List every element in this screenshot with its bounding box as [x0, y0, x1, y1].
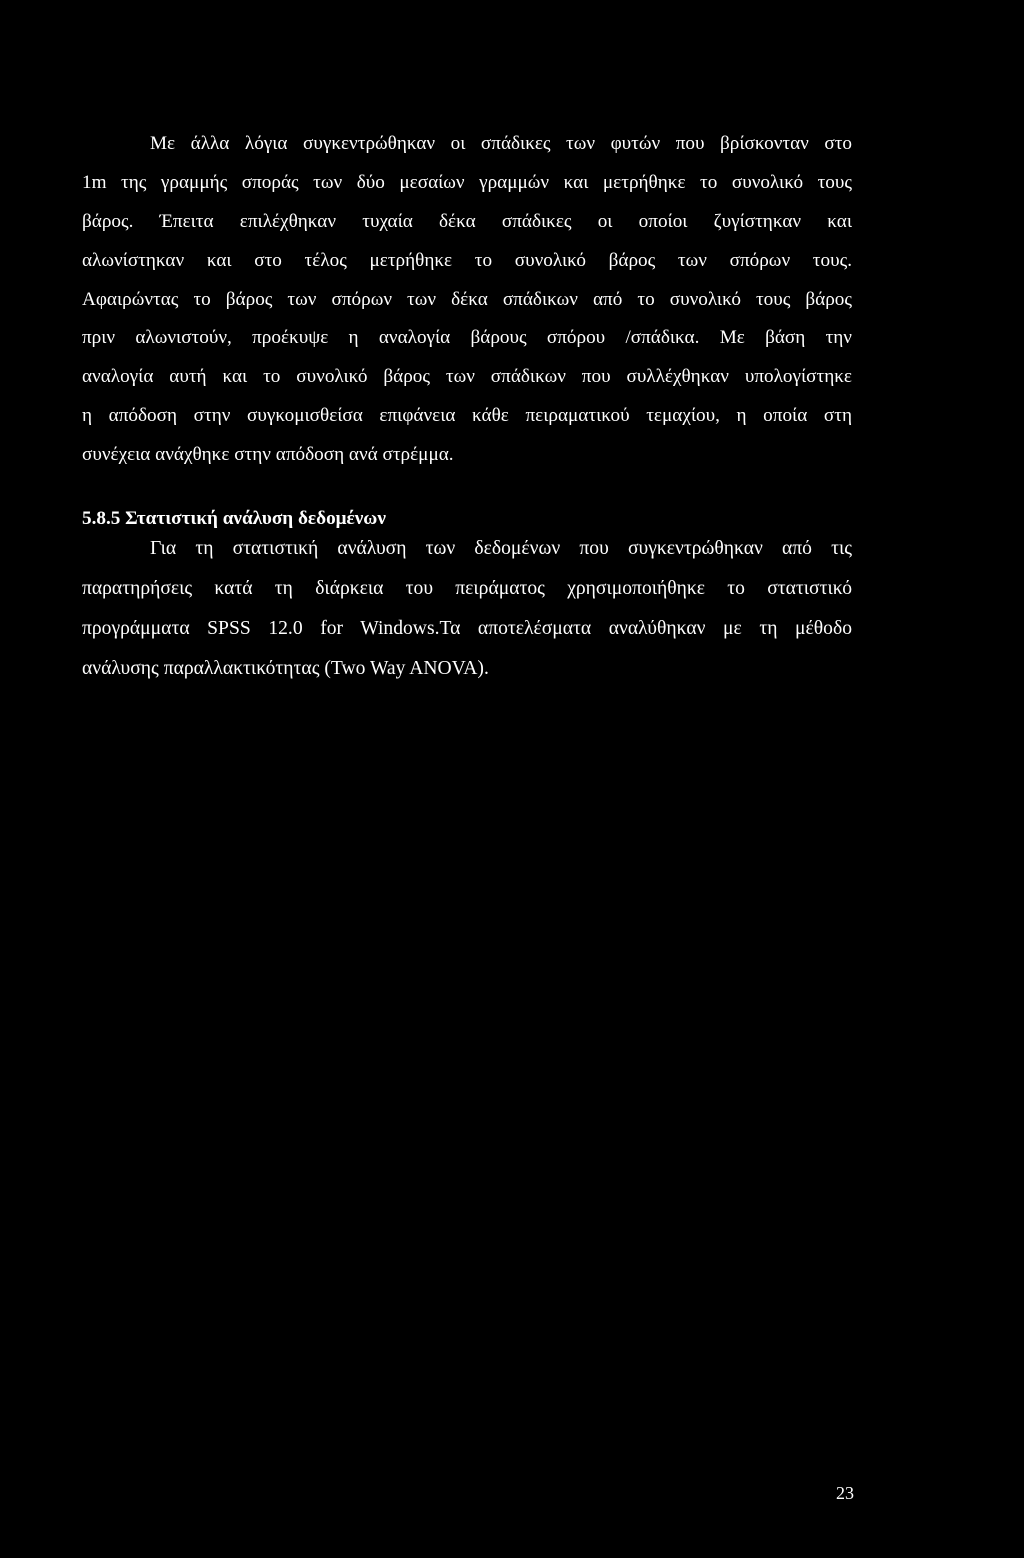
paragraph-line: Αφαιρώντας το βάρος των σπόρων των δέκα σπάδικων από το συνολικό τους βάρος — [82, 288, 852, 310]
section-heading: 5.8.5 Στατιστική ανάλυση δεδομένων — [82, 508, 386, 529]
paragraph-line: ανάλυσης παραλλακτικότητας (Two Way ANOVA). — [82, 658, 489, 679]
paragraph-line: αναλογία αυτή και το συνολικό βάρος των σπάδικων που συλλέχθηκαν υπολογίστηκε — [82, 366, 852, 388]
paragraph-line: αλωνίστηκαν και στο τέλος μετρήθηκε το συνολικό βάρος των σπόρων τους. — [82, 249, 852, 271]
paragraph-line: βάρος. Έπειτα επιλέχθηκαν τυχαία δέκα σπάδικες οι οποίοι ζυγίστηκαν και — [82, 210, 852, 232]
paragraph-line: πριν αλωνιστούν, προέκυψε η αναλογία βάρους σπόρου /σπάδικα. Με βάση την — [82, 327, 852, 349]
paragraph-line: Για τη στατιστική ανάλυση των δεδομένων που συγκεντρώθηκαν από τις — [150, 538, 852, 559]
paragraph-line: προγράμματα SPSS 12.0 for Windows.Τα αποτελέσματα αναλύθηκαν με τη μέθοδο — [82, 618, 852, 639]
paragraph-line: Με άλλα λόγια συγκεντρώθηκαν οι σπάδικες των φυτών που βρίσκονταν στο — [150, 133, 852, 154]
paragraph-statistical-analysis — [82, 529, 852, 689]
paragraph-line: συνέχεια ανάχθηκε στην απόδοση ανά στρέμμα. — [82, 444, 454, 466]
paragraph-line: η απόδοση στην συγκομισθείσα επιφάνεια κάθε πειραματικού τεμαχίου, η οποία στη — [82, 405, 852, 427]
paragraph-harvest-method — [82, 125, 852, 475]
paragraph-line: παρατηρήσεις κατά τη διάρκεια του πειράματος χρησιμοποιήθηκε το στατιστικό — [82, 578, 852, 599]
paragraph-line: 1m της γραμμής σποράς των δύο μεσαίων γραμμών και μετρήθηκε το συνολικό τους — [82, 171, 852, 193]
page-number: 23 — [836, 1483, 854, 1503]
